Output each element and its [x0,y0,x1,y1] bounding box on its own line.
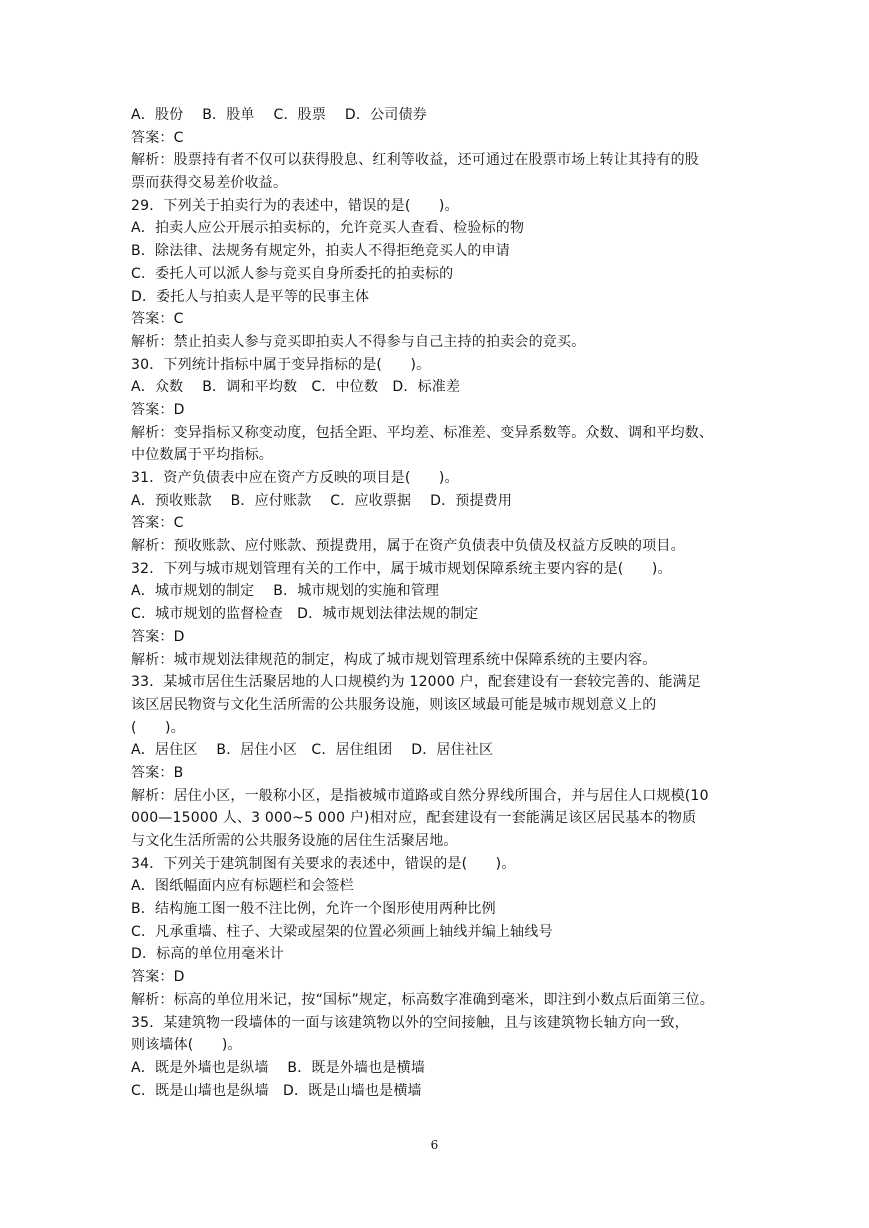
text-line: B．结构施工图一般不注比例，允许一个图形使用两种比例 [131,901,496,918]
text-line: 解析：预收账款、应付账款、预提费用，属于在资产负债表中负债及权益方反映的项目。 [131,538,685,555]
text-line: 解析：禁止拍卖人参与竞买即拍卖人不得参与自己主持的拍卖会的竞买。 [131,333,586,350]
text-line: 29．下列关于拍卖行为的表述中，错误的是( )。 [131,197,459,214]
text-line: A．既是外墙也是纵墙 B．既是外墙也是横墙 [131,1059,426,1076]
text-line: A．众数 B．调和平均数 C．中位数 D．标准差 [131,379,461,396]
text-line: D．标高的单位用毫米计 [131,946,284,963]
text-line: 答案：C [131,129,184,146]
text-line: 34．下列关于建筑制图有关要求的表述中，错误的是( )。 [131,855,516,872]
text-line: C．委托人可以派人参与竞买自身所委托的拍卖标的 [131,265,454,282]
text-line: 35．某建筑物一段墙体的一面与该建筑物以外的空间接触，且与该建筑物长轴方向一致， [131,1014,689,1031]
text-line: 答案：C [131,311,184,328]
text-line: C．凡承重墙、柱子、大梁或屋架的位置必须画上轴线并编上轴线号 [131,923,553,940]
text-line: 解析：标高的单位用米记，按“国标”规定，标高数字准确到毫米，即注到小数点后面第三位。 [131,991,714,1008]
text-line: 答案：D [131,401,185,418]
page-number: 6 [430,1138,439,1152]
text-line: 32．下列与城市规划管理有关的工作中，属于城市规划保障系统主要内容的是( )。 [131,560,672,577]
text-line: 解析：股票持有者不仅可以获得股息、红利等收益，还可通过在股票市场上转让其持有的股 [131,152,699,169]
text-line: 则该墙体( )。 [131,1037,242,1054]
text-line: A．股份 B．股单 C．股票 D．公司债券 [131,107,427,123]
text-line: A．居住区 B．居住小区 C．居住组团 D．居住社区 [131,742,494,759]
text-line: 000—15000 人、3 000~5 000 户)相对应，配套建设有一套能满足该区居民基本的物质 [131,810,697,827]
text-line: 30．下列统计指标中属于变异指标的是( )。 [131,356,431,373]
text-line: C．既是山墙也是纵墙 D．既是山墙也是横墙 [131,1082,422,1099]
text-line: 31．资产负债表中应在资产方反映的项目是( )。 [131,470,459,486]
text-line: D．委托人与拍卖人是平等的民事主体 [131,288,370,305]
text-line: B．除法律、法规务有规定外，拍卖人不得拒绝竞买人的申请 [131,243,511,260]
text-line: 答案：C [131,515,184,532]
text-line: 答案：D [131,628,185,645]
text-line: A．图纸幅面内应有标题栏和会签栏 [131,878,354,895]
text-line: A．城市规划的制定 B．城市规划的实施和管理 [131,583,440,600]
text-line: 该区居民物资与文化生活所需的公共服务设施，则该区域最可能是城市规划意义上的 [131,696,657,713]
page-content [131,104,741,1102]
text-line: 票而获得交易差价收益。 [131,175,288,192]
text-line: A．预收账款 B．应付账款 C．应收票据 D．预提费用 [131,492,513,509]
text-line: 解析：城市规划法律规范的制定，构成了城市规划管理系统中保障系统的主要内容。 [131,651,657,668]
text-line: 答案：B [131,764,184,781]
text-line: 解析：居住小区，一般称小区，是指被城市道路或自然分界线所围合，并与居住人口规模(10 [131,787,709,804]
text-line: A．拍卖人应公开展示拍卖标的，允许竞买人查看、检验标的物 [131,220,525,237]
text-line: 解析：变异指标又称变动度，包括全距、平均差、标准差、变异系数等。众数、调和平均数、 [131,424,714,441]
text-line: 33．某城市居住生活聚居地的人口规模约为 12000 户，配套建设有一套较完善的、能满足 [131,674,702,691]
text-line: 中位数属于平均指标。 [131,447,273,464]
text-line: C．城市规划的监督检查 D．城市规划法律法规的制定 [131,606,479,623]
text-line: 与文化生活所需的公共服务设施的居住生活聚居地。 [131,833,458,849]
text-line: 答案：D [131,969,185,986]
text-line: ( )。 [131,719,185,736]
